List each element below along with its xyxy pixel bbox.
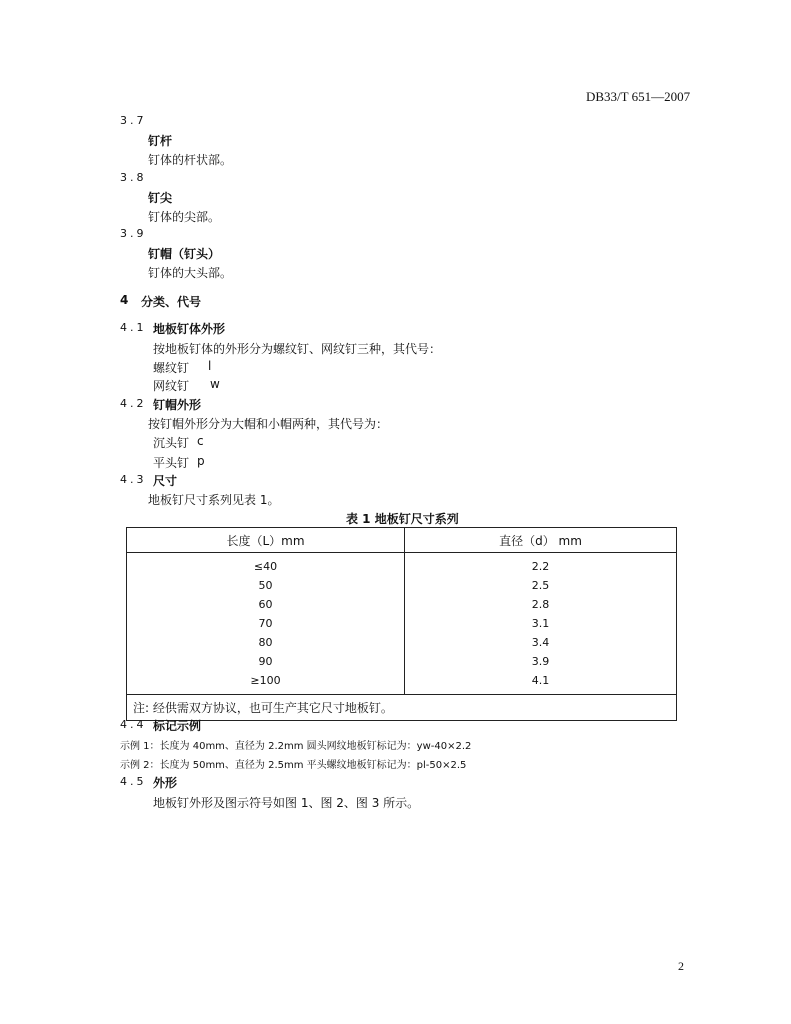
term-definition: 钉体的大头部。 <box>148 266 233 280</box>
table-row <box>127 652 677 671</box>
term-name: 钉杆 <box>148 134 173 148</box>
clause-title: 标记示例 <box>153 719 202 733</box>
table-note: 注: 经供需双方协议，也可生产其它尺寸地板钉。 <box>127 695 677 721</box>
clause-title: 尺寸 <box>153 474 178 488</box>
clause-number: 4.1 <box>120 321 147 334</box>
table-note-row <box>127 695 677 721</box>
clause-number: 4.5 <box>120 775 147 788</box>
code-value: p <box>197 454 205 468</box>
clause-title: 地板钉体外形 <box>153 322 226 336</box>
code-name: 平头钉 <box>153 456 190 470</box>
length-cell: 80 <box>127 633 405 652</box>
page-number: 2 <box>678 959 684 973</box>
term-name: 钉尖 <box>148 191 173 205</box>
term-definition: 钉体的杆状部。 <box>148 153 233 167</box>
clause-number: 4.4 <box>120 718 147 731</box>
code-name: 螺纹钉 <box>153 361 190 375</box>
table-caption: 表 1 地板钉尺寸系列 <box>346 512 459 526</box>
diameter-cell: 2.2 <box>405 553 677 577</box>
table-row <box>127 633 677 652</box>
term-name: 钉帽（钉头） <box>148 247 221 261</box>
term-definition: 钉体的尖部。 <box>148 210 221 224</box>
clause-number: 3.7 <box>120 114 147 127</box>
length-cell: 60 <box>127 595 405 614</box>
column-header: 长度（L）mm <box>127 528 405 553</box>
section-number: 4 <box>120 293 129 307</box>
length-cell: 70 <box>127 614 405 633</box>
length-cell: 50 <box>127 576 405 595</box>
clause-number: 4.3 <box>120 473 147 486</box>
clause-text: 地板钉外形及图示符号如图 1、图 2、图 3 所示。 <box>153 796 420 810</box>
table-row <box>127 553 677 577</box>
clause-number: 4.2 <box>120 397 147 410</box>
clause-text: 按地板钉体的外形分为螺纹钉、网纹钉三种，其代号： <box>153 342 442 356</box>
code-value: c <box>197 434 204 448</box>
code-value: w <box>210 377 220 391</box>
table-row <box>127 595 677 614</box>
example-line: 示例 1：长度为 40mm、直径为 2.2mm 圆头网纹地板钉标记为：yw-40×2.2 <box>120 741 472 752</box>
code-value: l <box>208 359 212 373</box>
table-row <box>127 576 677 595</box>
table-row <box>127 671 677 695</box>
clause-number: 3.8 <box>120 171 147 184</box>
diameter-cell: 2.8 <box>405 595 677 614</box>
table-header-row <box>127 528 677 553</box>
code-name: 沉头钉 <box>153 436 190 450</box>
diameter-cell: 3.9 <box>405 652 677 671</box>
clause-title: 钉帽外形 <box>153 398 202 412</box>
diameter-cell: 3.4 <box>405 633 677 652</box>
clause-number: 3.9 <box>120 227 147 240</box>
clause-title: 外形 <box>153 776 178 790</box>
table-row <box>127 614 677 633</box>
column-header: 直径（d） mm <box>405 528 677 553</box>
example-line: 示例 2：长度为 50mm、直径为 2.5mm 平头螺纹地板钉标记为：pl-50×2.5 <box>120 760 467 771</box>
size-table <box>126 527 677 721</box>
length-cell: 90 <box>127 652 405 671</box>
code-name: 网纹钉 <box>153 379 190 393</box>
diameter-cell: 4.1 <box>405 671 677 695</box>
diameter-cell: 3.1 <box>405 614 677 633</box>
standard-code: DB33/T 651—2007 <box>586 89 691 104</box>
diameter-cell: 2.5 <box>405 576 677 595</box>
length-cell: ≥100 <box>127 671 405 695</box>
length-cell: ≤40 <box>127 553 405 577</box>
clause-text: 按钉帽外形分为大帽和小帽两种，其代号为： <box>148 417 389 431</box>
clause-text: 地板钉尺寸系列见表 1。 <box>148 493 280 507</box>
section-title: 分类、代号 <box>141 295 202 309</box>
